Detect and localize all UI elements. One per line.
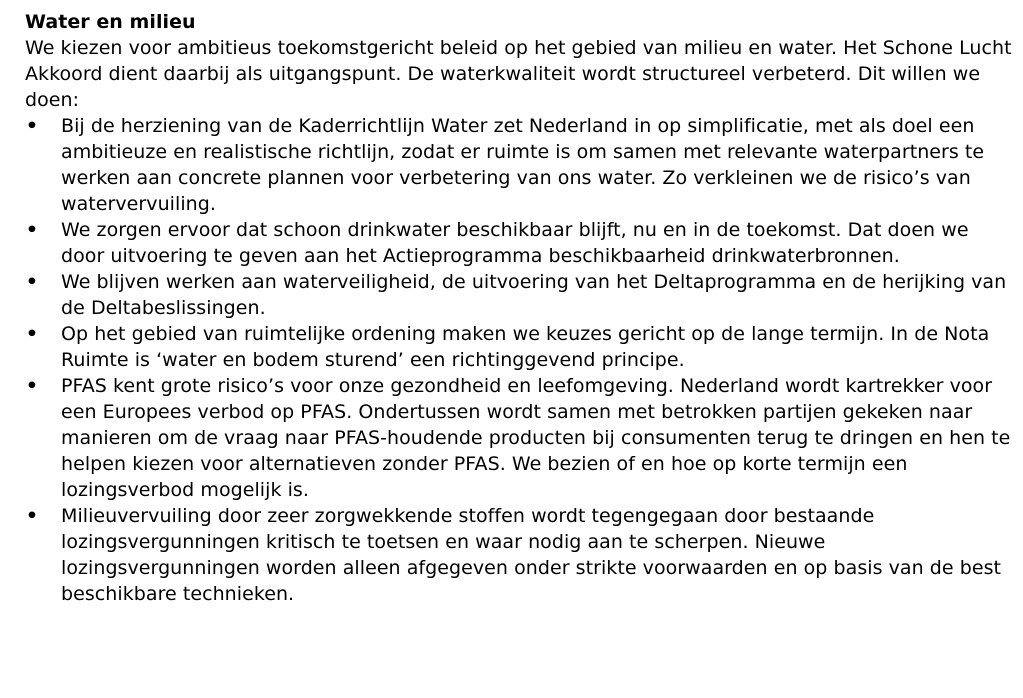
list-item-text: Milieuvervuiling door zeer zorgwekkende stoffen wordt tegengegaan door bestaande lozingsvergunningen kritisch te toetsen en waar nodig aan te scherpen. Nieuwe lozingsvergunningen worden alleen afgegeven onder strikte voorwaarden en op basis van de best beschikbare technieken. — [61, 505, 1002, 605]
list-item-text: PFAS kent grote risico’s voor onze gezondheid en leefomgeving. Nederland wordt kartrekker voor een Europees verbod op PFAS. Ondertussen wordt samen met betrokken partijen gekeken naar manieren om de vraag naar PFAS-houdende producten bij consumenten terug te dringen en hen te helpen kiezen voor alternatieven zonder PFAS. We bezien of en hoe op korte termijn een lozingsverbod mogelijk is. — [61, 375, 1011, 501]
bullet-list — [25, 113, 1015, 607]
intro-paragraph: We kiezen voor ambitieus toekomstgericht beleid op het gebied van milieu en water. Het Schone Lucht Akkoord dient daarbij als uitgangspunt. De waterkwaliteit wordt structureel verbeterd. Dit willen we doen: — [25, 37, 1012, 111]
list-item-text: Op het gebied van ruimtelijke ordening maken we keuzes gericht op de lange termijn. In de Nota Ruimte is ‘water en bodem sturend’ een richtinggevend principe. — [61, 323, 990, 371]
list-item — [25, 373, 1015, 503]
bullet-icon: • — [25, 271, 39, 293]
bullet-icon: • — [25, 115, 39, 137]
bullet-icon: • — [25, 375, 39, 397]
list-item — [25, 217, 1015, 269]
document-section — [25, 9, 1015, 607]
section-heading: Water en milieu — [25, 11, 196, 33]
list-item — [25, 503, 1015, 607]
list-item — [25, 321, 1015, 373]
bullet-icon: • — [25, 505, 39, 527]
list-item-text: Bij de herziening van de Kaderrichtlijn Water zet Nederland in op simplificatie, met als doel een ambitieuze en realistische richtlijn, zodat er ruimte is om samen met relevante waterpartners te werken aan concrete plannen voor verbetering van ons water. Zo verkleinen we de risico’s van watervervuiling. — [61, 115, 985, 215]
list-item-text: We blijven werken aan waterveiligheid, de uitvoering van het Deltaprogramma en de herijking van de Deltabeslissingen. — [61, 271, 1007, 319]
list-item-text: We zorgen ervoor dat schoon drinkwater beschikbaar blijft, nu en in de toekomst. Dat doen we door uitvoering te geven aan het Actieprogramma beschikbaarheid drinkwaterbronnen. — [61, 219, 969, 267]
bullet-icon: • — [25, 323, 39, 345]
bullet-icon: • — [25, 219, 39, 241]
list-item — [25, 113, 1015, 217]
list-item — [25, 269, 1015, 321]
